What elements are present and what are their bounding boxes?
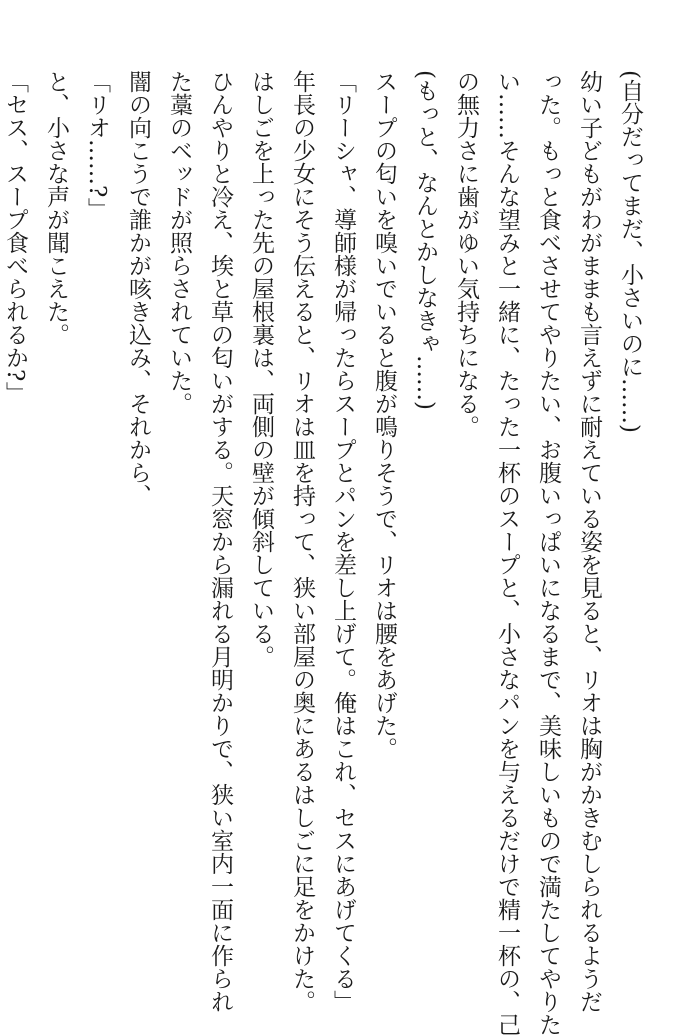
text-line: 闇の向こうで誰かが咳き込み、それから、 (125, 70, 151, 507)
vertical-text-body (2, 70, 650, 1036)
text-line: 「セス、スープ食べられるか?」 (2, 70, 28, 405)
text-line: (もっと、なんとかしなきゃ……) (412, 70, 438, 410)
text-line: ひんやりと冷え、埃と草の匂いがする。天窓から漏れる月明かりで、狭い室内一面に作られ (207, 70, 233, 1013)
text-line: スープの匂いを嗅いでいると腹が鳴りそうで、リオは腰をあげた。 (371, 70, 397, 760)
text-line: 「リーシャ、導師様が帰ったらスープとパンを差し上げて。俺はこれ、セスにあげてくる」 (330, 70, 356, 1013)
text-line: と、小さな声が聞こえた。 (43, 70, 69, 346)
text-line: 幼い子どもがわがままも言えずに耐えている姿を見ると、リオは胸がかきむしられるようだ (576, 70, 602, 1013)
text-line: た藁のベッドが照らされていた。 (166, 70, 192, 415)
text-line: はしごを上った先の屋根裏は、両側の壁が傾斜している。 (248, 70, 274, 668)
text-line: の無力さに歯がゆい気持ちになる。 (453, 70, 479, 438)
text-line: (自分だってまだ、小さいのに……) (617, 70, 643, 433)
text-line: 年長の少女にそう伝えると、リオは皿を持って、狭い部屋の奥にあるはしごに足をかけた。 (289, 70, 315, 1013)
text-line: った。もっと食べさせてやりたい、お腹いっぱいになるまで、美味しいもので満たしてやりた (535, 70, 561, 1036)
text-line: 「リオ……?」 (84, 70, 110, 221)
text-line: い……そんな望みと一緒に、たった一杯のスープと、小さなパンを与えるだけで精一杯の、己 (494, 70, 520, 1036)
